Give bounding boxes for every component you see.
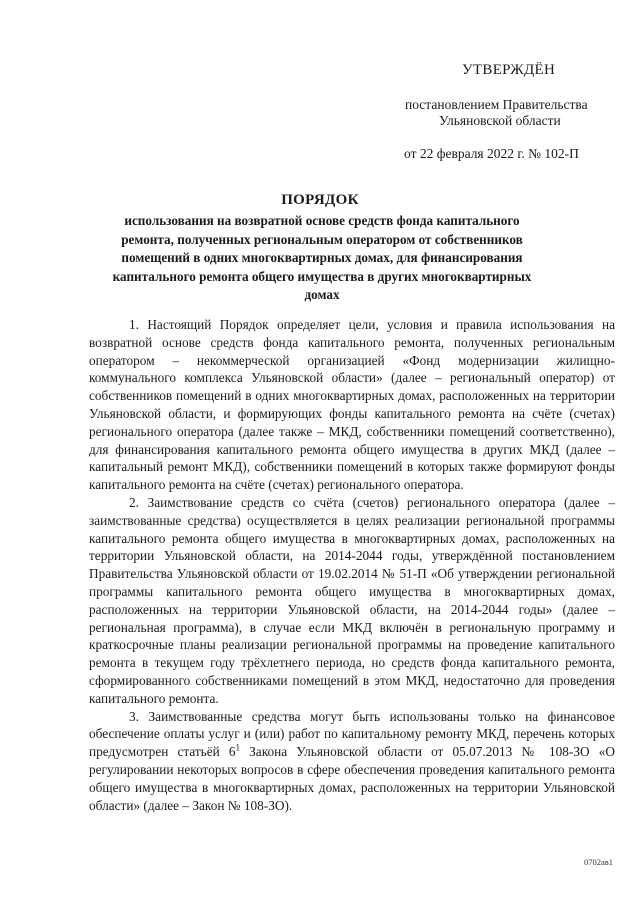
paragraph-3 xyxy=(89,708,615,815)
document-body xyxy=(89,316,615,814)
article-superscript: 1 xyxy=(235,742,241,753)
approval-date: от 22 февраля 2022 г. № 102-П xyxy=(404,146,579,161)
document-subtitle: использования на возвратной основе средств фонда капитального ремонта, полученных региональным оператором от собственников помещений в одних многоквартирных домах, для финансирования капитального ремонта общего имущества в других многоквартирных домах xyxy=(112,213,532,303)
page-code: 0702ав1 xyxy=(584,857,614,867)
approval-title: УТВЕРЖДЁН xyxy=(462,62,556,78)
paragraph-2: 2. Заимствование средств со счёта (счетов) регионального оператора (далее – заимствованные средства) осуществляется в целях реализации региональной программы капитального ремонта общего имущества в многоквартирных домах, расположенных на территории Ульяновской области, на 2014-2044 годы, утверждённой постановлением Правительства Ульяновской области от 19.02.2014 № 51-П «Об утверждении региональной программы капитального ремонта общего имущества в многоквартирных домах, расположенных на территории Ульяновской области, на 2014-2044 годы» (далее – региональная программа), в случае если МКД включён в региональную программу и краткосрочные планы реализации региональной программы на проведение капитального ремонта в текущем году трёхлетнего периода, но средств фонда капитального ремонта, сформированного собственниками помещений в этом МКД, недостаточно для проведения капитального ремонта. xyxy=(89,494,615,706)
approval-authority-line1: постановлением Правительства xyxy=(405,97,588,112)
paragraph-3-text-end: Закона Ульяновской области от 05.07.2013 № 108-ЗО «О регулировании некоторых вопросов в сфере обеспечения проведения капитального ремонта общего имущества в многоквартирных домах, расположенных на территории Ульяновской области» (далее – Закон № 108-ЗО). xyxy=(89,744,615,813)
paragraph-3-text-start: 3. Заимствованные средства могут быть использованы только на финансовое обеспечение оплаты услуг и (или) работ по капитальному ремонту МКД, перечень которых предусмотрен статьёй 6 xyxy=(89,708,615,760)
document-title: ПОРЯДОК xyxy=(281,192,359,208)
paragraph-1: 1. Настоящий Порядок определяет цели, условия и правила использования на возвратной основе средств фонда капитального ремонта, полученных региональным оператором – некоммерческой организацией «Фонд модернизации жилищно-коммунального комплекса Ульяновской области» (далее – региональный оператор) от собственников помещений в одних многоквартирных домах, расположенных на территории Ульяновской области, и формирующих фонды капитального ремонта на счёте (счетах) регионального оператора (далее также – МКД, собственники помещений соответственно), для финансирования капитального ремонта общего имущества в других МКД (далее – капитальный ремонт МКД), собственники помещений в которых также формируют фонды капитального ремонта на счёте (счетах) регионального оператора. xyxy=(89,317,615,493)
approval-authority-line2: Ульяновской области xyxy=(439,113,561,128)
